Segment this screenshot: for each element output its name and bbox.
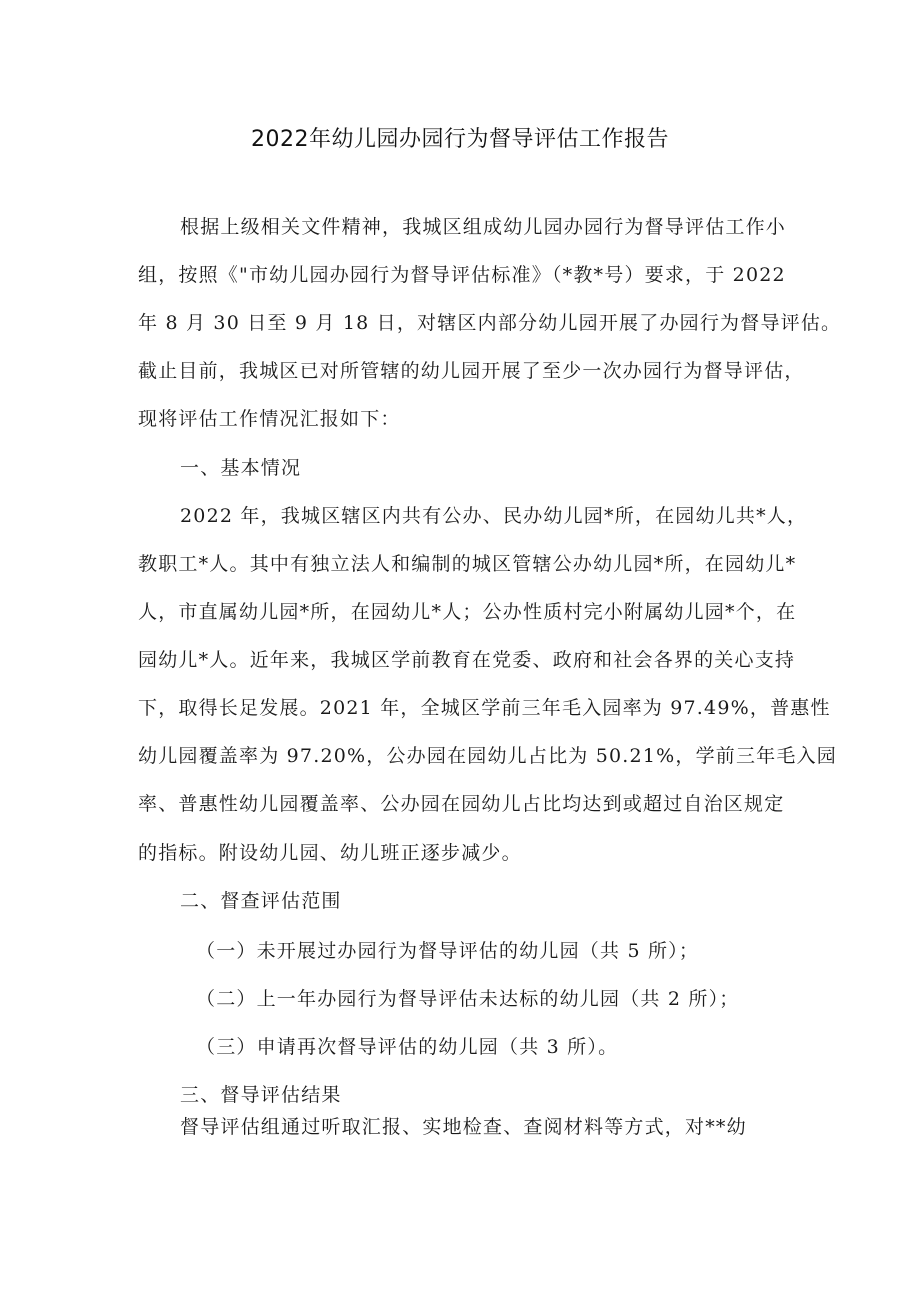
basic-line: 园幼儿*人。近年来，我城区学前教育在党委、政府和社会各界的关心支持	[138, 649, 796, 671]
basic-line: 幼儿园覆盖率为 97.20%，公办园在园幼儿占比为 50.21%，学前三年毛入园	[138, 745, 837, 767]
basic-line: 教职工*人。其中有独立法人和编制的城区管辖公办幼儿园*所，在园幼儿*	[138, 553, 797, 575]
section-heading-result: 三、督导评估结果	[180, 1084, 342, 1106]
scope-item: （三）申请再次督导评估的幼儿园（共 3 所）。	[196, 1036, 619, 1058]
scope-item: （二）上一年办园行为督导评估未达标的幼儿园（共 2 所）；	[196, 988, 740, 1010]
intro-line: 组，按照《"市幼儿园办园行为督导评估标准》（*教*号）要求，于 2022	[138, 264, 786, 286]
basic-line: 人，市直属幼儿园*所，在园幼儿*人；公办性质村完小附属幼儿园*个，在	[138, 601, 797, 623]
section-heading-basic: 一、基本情况	[180, 457, 302, 479]
intro-line: 截止目前，我城区已对所管辖的幼儿园开展了至少一次办园行为督导评估，	[138, 360, 805, 382]
section-heading-scope: 二、督查评估范围	[180, 890, 342, 912]
intro-line: 现将评估工作情况汇报如下：	[138, 408, 401, 430]
basic-line: 2022 年，我城区辖区内共有公办、民办幼儿园*所，在园幼儿共*人，	[180, 505, 808, 527]
basic-line: 下，取得长足发展。2021 年，全城区学前三年毛入园率为 97.49%，普惠性	[138, 697, 831, 719]
intro-line: 年 8 月 30 日至 9 月 18 日，对辖区内部分幼儿园开展了办园行为督导评估。	[138, 312, 842, 334]
intro-line: 根据上级相关文件精神，我城区组成幼儿园办园行为督导评估工作小	[180, 216, 787, 238]
result-line: 督导评估组通过听取汇报、实地检查、查阅材料等方式，对**幼	[180, 1116, 747, 1138]
document-title: 2022年幼儿园办园行为督导评估工作报告	[251, 127, 669, 152]
basic-line: 率、普惠性幼儿园覆盖率、公办园在园幼儿占比均达到或超过自治区规定	[138, 793, 785, 815]
basic-line: 的指标。附设幼儿园、幼儿班正逐步减少。	[138, 842, 522, 864]
scope-item: （一）未开展过办园行为督导评估的幼儿园（共 5 所）；	[196, 940, 700, 962]
